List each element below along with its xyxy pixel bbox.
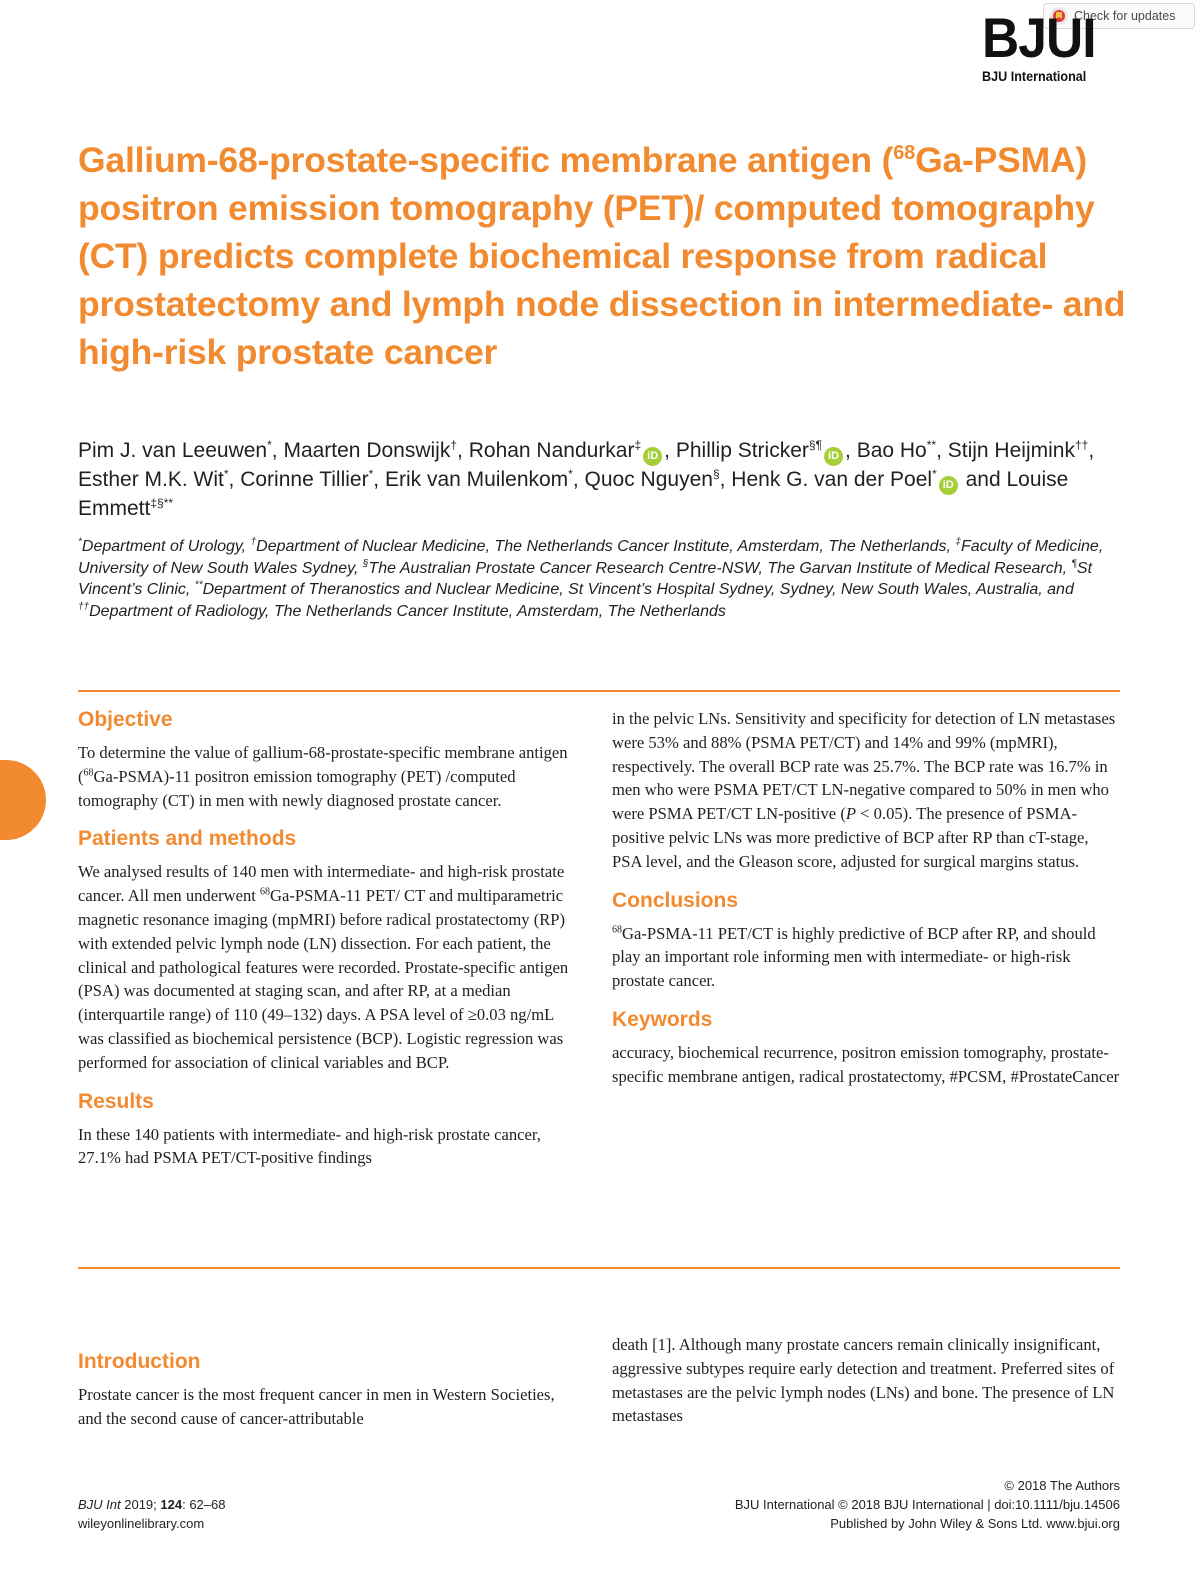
side-tab-marker — [0, 760, 46, 840]
results-text-right: in the pelvic LNs. Sensitivity and specificity for detection of LN metastases were 53% and 88% (PSMA PET/CT) and 14% and 99% (mpMRI), respectively. The overall BCP rate was 25.7%. The BCP rate was 16.7% in men who were PSMA PET/CT LN-negative compared to 50% in men who were PSMA PET/CT LN-positive (P < 0.05). The presence of PSMA-positive pelvic LNs was more predictive of BCP after RP than cT-stage, PSA level, and the Gleason score, adjusted for surgical margins status. — [612, 709, 1116, 871]
methods-text: We analysed results of 140 men with intermediate- and high-risk prostate cancer. All men underwent $^{68}$Ga-PSMA-11 PET/ CT and multiparametric magnetic resonance imaging (mpMRI) before radical prostatectomy (RP) with extended pelvic lymph node (LN) dissection. For each patient, the clinical and pathological features were recorded. Prostate-specific antigen (PSA) was documented at staging scan, and after RP, at a median (interquartile range) of 110 (49–132) days. A PSA level of ≥0.03 ng/mL was classified as biochemical persistence (BCP). Logistic regression was performed for association of clinical variables and BCP. — [78, 862, 569, 1072]
author-name: Corinne Tillier* — [240, 467, 374, 491]
author-name: Bao Ho** — [856, 438, 937, 462]
objective-heading: Objective — [78, 708, 173, 731]
journal-citation: BJU Int 2019; 124: 62–68 — [78, 1497, 226, 1512]
author-name: Henk G. van der Poel*iD — [731, 468, 959, 491]
abstract-right-column — [612, 707, 1122, 1089]
logo-subtitle: BJU International — [982, 68, 1087, 84]
journal-website: wileyonlinelibrary.com — [78, 1516, 205, 1531]
introduction-left-column — [78, 1349, 578, 1431]
copyright-authors: © 2018 The Authors — [1004, 1478, 1120, 1493]
orcid-icon[interactable]: iD — [643, 447, 662, 466]
affiliations: *Department of Urology, †Department of Nuclear Medicine, The Netherlands Cancer Institute, Amsterdam, The Netherlands, ‡Faculty of Medicine, University of New South Wales Sydney, §The Australian Prostate Cancer Research Centre-NSW, The Garvan Institute of Medical Research, ¶St Vincent’s Clinic, **Department of Theranostics and Nuclear Medicine, St Vincent’s Hospital Sydney, Sydney, New South Wales, Australia, and ††Department of Radiology, The Netherlands Cancer Institute, Amsterdam, The Netherlands — [78, 536, 1104, 620]
article-title: Gallium-68-prostate-specific membrane antigen ($^{68}$Ga-PSMA) positron emission tomography (PET)/ computed tomography (CT) predicts complete biochemical response from radical prostatectomy and lymph node dissection in intermediate- and high-risk prostate cancer — [78, 140, 1126, 372]
introduction-text-right: death [1]. Although many prostate cancers remain clinically insignificant, aggressive subtypes require early detection and treatment. Preferred sites of metastases are the pelvic lymph nodes (LNs) and bone. The presence of LN metastases — [612, 1335, 1115, 1426]
author-name: Maarten Donswijk† — [283, 438, 458, 462]
author-name: Rohan Nandurkar‡iD — [469, 439, 664, 462]
affiliation-item: Faculty of Medicine, University of New South Wales Sydney, — [78, 538, 1104, 577]
footer-copyright — [735, 1476, 1120, 1533]
methods-heading: Patients and methods — [78, 827, 297, 851]
conclusions-heading: Conclusions — [612, 888, 739, 912]
introduction-heading: Introduction — [78, 1350, 201, 1373]
results-text-left: In these 140 patients with intermediate- and high-risk prostate cancer, 27.1% had PSMA PET/CT-positive findings — [78, 1124, 541, 1168]
abstract-left-column — [78, 707, 578, 1170]
abstract-bottom-rule — [78, 1267, 1120, 1269]
orcid-icon[interactable]: iD — [824, 447, 843, 466]
author-name: Quoc Nguyen§ — [584, 467, 720, 491]
author-name: Pim J. van Leeuwen* — [78, 438, 272, 462]
results-heading: Results — [78, 1089, 154, 1113]
objective-text: To determine the value of gallium-68-prostate-specific membrane antigen ($^{68}$Ga-PSMA)-11 positron emission tomography (PET) /computed tomography (CT) in men with newly diagnosed prostate cancer. — [78, 743, 568, 810]
keywords-text: accuracy, biochemical recurrence, positron emission tomography, prostate-specific membrane antigen, radical prostatectomy, #PCSM, #ProstateCancer — [612, 1042, 1120, 1086]
footer-citation — [78, 1495, 225, 1533]
affiliation-item: Department of Theranostics and Nuclear Medicine, St Vincent’s Hospital Sydney, Sydney, New South Wales, Australia, and — [202, 581, 1074, 599]
keywords-heading: Keywords — [612, 1007, 713, 1031]
check-for-updates-label: Check for updates — [1074, 9, 1176, 23]
author-name: Phillip Stricker§¶iD — [676, 439, 845, 462]
affiliation-item: Department of Radiology, The Netherlands Cancer Institute, Amsterdam, The Netherlands — [89, 602, 726, 620]
affiliation-item: Department of Urology, — [81, 538, 251, 555]
author-name: Esther M.K. Wit* — [78, 467, 229, 491]
conclusions-text: $^{68}$Ga-PSMA-11 PET/CT is highly predictive of BCP after RP, and should play an important role informing men with intermediate- or high-risk prostate cancer. — [612, 923, 1096, 991]
abstract-top-rule — [78, 690, 1120, 692]
author-name: Louise Emmett‡§** — [78, 468, 1069, 520]
affiliation-item: The Australian Prostate Cancer Research Centre-NSW, The Garvan Institute of Medical Research, — [368, 559, 1072, 577]
orcid-icon[interactable]: iD — [939, 476, 958, 495]
publisher-line: Published by John Wiley & Sons Ltd. www.bjui.org — [830, 1516, 1120, 1531]
author-name: Stijn Heijmink†† — [947, 438, 1089, 462]
author-list: Pim J. van Leeuwen*, Maarten Donswijk†, Rohan Nandurkar‡iD , Phillip Stricker§¶iD , Bao Ho**, Stijn Heijmink††, Esther M.K. Wit*, Corinne Tillier*, Erik van Muilenkom*, Quoc Nguyen§, Henk G. van der Poel*iD and Louise Emmett‡§** — [78, 438, 1095, 520]
logo-mark: BJUI — [982, 6, 1096, 69]
introduction-text-left: Prostate cancer is the most frequent cancer in men in Western Societies, and the second cause of cancer-attributable — [78, 1385, 555, 1428]
journal-logo — [982, 6, 1122, 84]
copyright-journal: BJU International © 2018 BJU International | doi:10.1111/bju.14506 — [734, 1497, 1120, 1512]
affiliation-item: Department of Nuclear Medicine, The Netherlands Cancer Institute, Amsterdam, The Netherlands, — [256, 538, 956, 555]
affiliation-item: St Vincent’s Clinic, — [78, 559, 1093, 599]
author-name: Erik van Muilenkom* — [384, 467, 573, 491]
introduction-right-column — [612, 1333, 1122, 1428]
